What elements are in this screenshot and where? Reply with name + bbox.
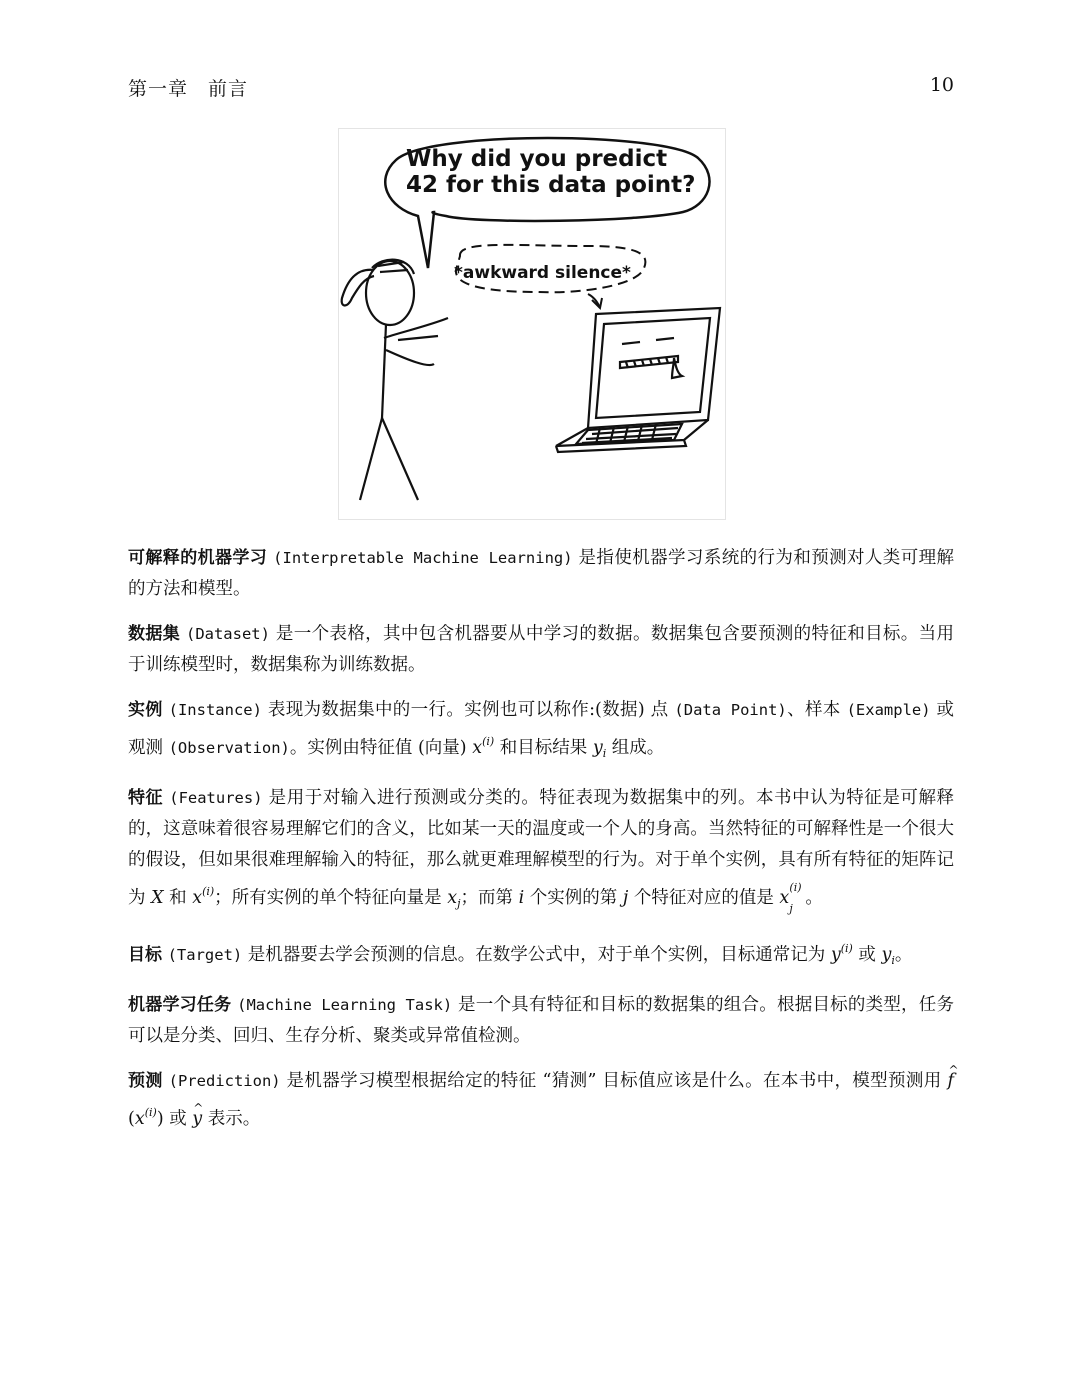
definition-text: 、样本	[786, 700, 847, 720]
definition-text: 或	[163, 1109, 193, 1129]
math-x: x	[192, 888, 203, 908]
definition-text: 组成。	[606, 738, 665, 758]
math-f-hat: ^ f	[948, 1066, 954, 1097]
term-heading: 特征	[128, 788, 164, 808]
main-content	[128, 543, 954, 1149]
speech-line-2: 42 for this data point?	[406, 172, 696, 198]
definition-text: 是机器要去学会预测的信息。在数学公式中，对于单个实例，目标通常记为	[242, 945, 831, 965]
thought-text: *awkward silence*	[454, 263, 631, 283]
math-y: y	[830, 945, 841, 965]
term-english: (Prediction)	[168, 1072, 281, 1090]
math-j: j	[622, 888, 629, 908]
definition-text: 个实例的第	[524, 888, 623, 908]
definition-text: 。	[805, 888, 823, 908]
illustration-svg	[338, 128, 726, 520]
laptop	[556, 308, 720, 452]
definition-text: ；而第	[460, 888, 519, 908]
definition-text: 和目标结果	[494, 738, 593, 758]
math-y: y	[881, 945, 892, 965]
term-heading: 目标	[128, 945, 162, 965]
stick-figure-illustration	[338, 128, 726, 520]
term-heading: 实例	[128, 700, 163, 720]
chapter-title: 第一章 前言	[128, 78, 249, 100]
math-subscript: j	[457, 897, 461, 910]
definition-target	[128, 933, 954, 976]
definition-text: 。实例由特征值 (向量)	[289, 738, 473, 758]
term-english: (Interpretable Machine Learning)	[273, 549, 573, 567]
definition-text: 个特征对应的值是	[628, 888, 780, 908]
math-subscript: i	[602, 747, 607, 760]
math-y-hat: ^ y	[192, 1104, 202, 1135]
term-heading: 机器学习任务	[128, 995, 232, 1015]
math-x: x	[472, 738, 483, 758]
definition-text: 是一个表格，其中包含机器要从中学习的数据。数据集包含要预测的特征和目标。当用于训练模型时，数据集称为训练数据。	[128, 624, 954, 675]
math-subscript: j	[789, 902, 793, 915]
speech-line-1: Why did you predict	[406, 146, 668, 172]
term-english: (Features)	[169, 789, 263, 807]
definition-text: 是机器学习模型根据给定的特征 “猜测” 目标值应该是什么。在本书中，模型预测用	[280, 1071, 948, 1091]
definition-dataset	[128, 619, 954, 681]
math-x: x	[447, 888, 458, 908]
math-i: i	[518, 888, 525, 908]
term-english: (Machine Learning Task)	[237, 996, 453, 1014]
definition-text: 或观测	[128, 700, 954, 758]
term-heading: 可解释的机器学习	[128, 548, 268, 568]
math-paren-open: (	[128, 1109, 135, 1129]
math-superscript: (i)	[840, 942, 853, 955]
definition-instance	[128, 695, 954, 769]
math-subscript: i	[891, 954, 895, 967]
math-superscript: (i)	[144, 1106, 157, 1119]
definition-ml-task	[128, 990, 954, 1052]
math-paren-close: )	[156, 1109, 164, 1129]
definition-text: 是指使机器学习系统的行为和预测对人类可理解的方法和模型。	[128, 548, 954, 599]
term-english: (Instance)	[168, 701, 262, 719]
definition-features	[128, 783, 954, 919]
term-english: (Target)	[167, 946, 243, 964]
math-x: x	[779, 888, 790, 908]
definition-text: 。	[894, 945, 913, 965]
term-english: (Example)	[846, 701, 931, 719]
definition-text: 是用于对输入进行预测或分类的。特征表现为数据集中的列。本书中认为特征是可解释的，这意味着很容易理解它们的含义，比如某一天的温度或一个人的身高。当然特征的可解释性是一个很大的假设，但如果很难理解输入的特征，那么就更难理解模型的行为。对于单个实例，具有所有特征的矩阵记为	[128, 788, 955, 908]
definition-text: 是一个具有特征和目标的数据集的组合。根据目标的类型，任务可以是分类、回归、生存分析、聚类或异常值检测。	[128, 995, 954, 1046]
definition-prediction	[128, 1066, 954, 1135]
definition-interpretable-ml	[128, 543, 954, 605]
math-superscript: (i)	[482, 735, 495, 748]
term-heading: 预测	[128, 1071, 163, 1091]
page-number: 10	[929, 74, 954, 96]
term-english: (Dataset)	[185, 625, 270, 643]
definition-text: 表现为数据集中的一行。实例也可以称作:(数据) 点	[261, 700, 675, 720]
definition-text: 或	[852, 945, 882, 965]
definition-text: 和	[163, 888, 193, 908]
term-english: (Data Point)	[674, 701, 787, 719]
math-X: X	[151, 888, 164, 908]
stick-person	[342, 260, 448, 500]
math-superscript: (i)	[789, 881, 802, 894]
math-superscript: (i)	[202, 885, 215, 898]
math-x-ij	[779, 881, 805, 915]
definition-text: 表示。	[202, 1109, 261, 1129]
math-x: x	[134, 1109, 145, 1129]
page-header	[128, 70, 954, 100]
term-heading: 数据集	[128, 624, 181, 644]
math-y: y	[592, 738, 603, 758]
definition-text: ；所有实例的单个特征向量是	[214, 888, 448, 908]
term-english: (Observation)	[168, 739, 290, 757]
